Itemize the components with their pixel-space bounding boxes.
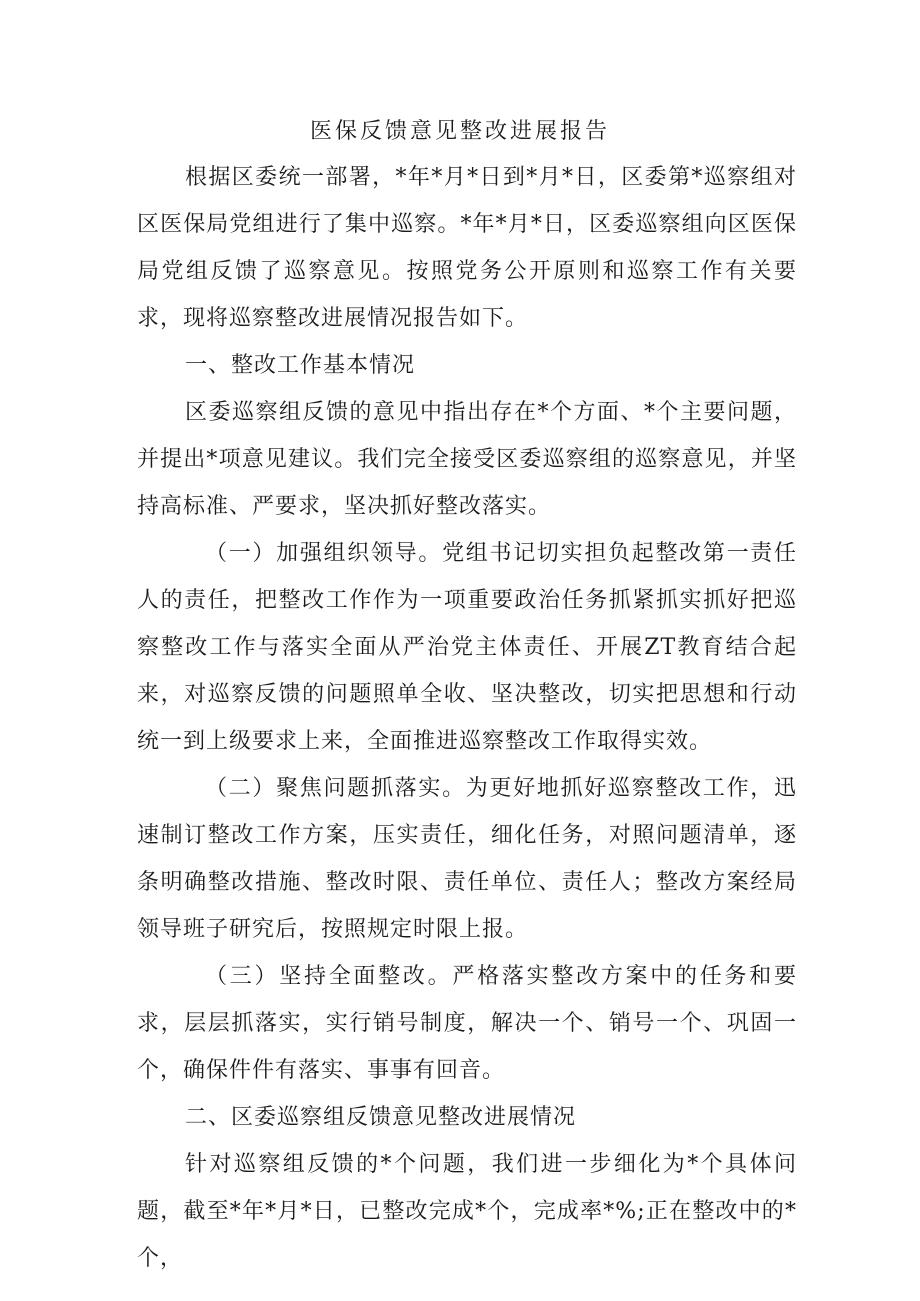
intro-paragraph: 根据区委统一部署，*年*月*日到*月*日，区委第*巡察组对区医保局党组进行了集中巡察。*年*月*日，区委巡察组向区医保局党组反馈了巡察意见。按照党务公开原则和巡察工作有关要求，现将巡察整改进展情况报告如下。: [137, 165, 797, 331]
section-heading-1: 一、整改工作基本情况: [185, 353, 416, 378]
document-title: 医保反馈意见整改进展报告: [309, 119, 610, 144]
subsection-1-paragraph: （一）加强组织领导。党组书记切实担负起整改第一责任人的责任，把整改工作作为一项重要政治任务抓紧抓实抓好把巡察整改工作与落实全面从严治党主体责任、开展ZT教育结合起来，对巡察反馈的问题照单全收、坚决整改，切实把思想和行动统一到上级要求上来，全面推进巡察整改工作取得实效。: [137, 541, 797, 754]
document-body: [137, 154, 797, 1282]
subsection-2-paragraph: （二）聚焦问题抓落实。为更好地抓好巡察整改工作，迅速制订整改工作方案，压实责任，细化任务，对照问题清单，逐条明确整改措施、整改时限、责任单位、责任人；整改方案经局领导班子研究后，按照规定时限上报。: [137, 776, 797, 942]
section-2-paragraph: 针对巡察组反馈的*个问题，我们进一步细化为*个具体问题，截至*年*月*日，已整改完成*个，完成率*%;正在整改中的*个，: [137, 1152, 797, 1271]
subsection-3-paragraph: （三）坚持全面整改。严格落实整改方案中的任务和要求，层层抓落实，实行销号制度，解决一个、销号一个、巩固一个，确保件件有落实、事事有回音。: [137, 964, 797, 1083]
section-1-paragraph: 区委巡察组反馈的意见中指出存在*个方面、*个主要问题，并提出*项意见建议。我们完全接受区委巡察组的巡察意见，并坚持高标准、严要求，坚决抓好整改落实。: [137, 400, 797, 519]
section-heading-2: 二、区委巡察组反馈意见整改进展情况: [185, 1105, 577, 1130]
